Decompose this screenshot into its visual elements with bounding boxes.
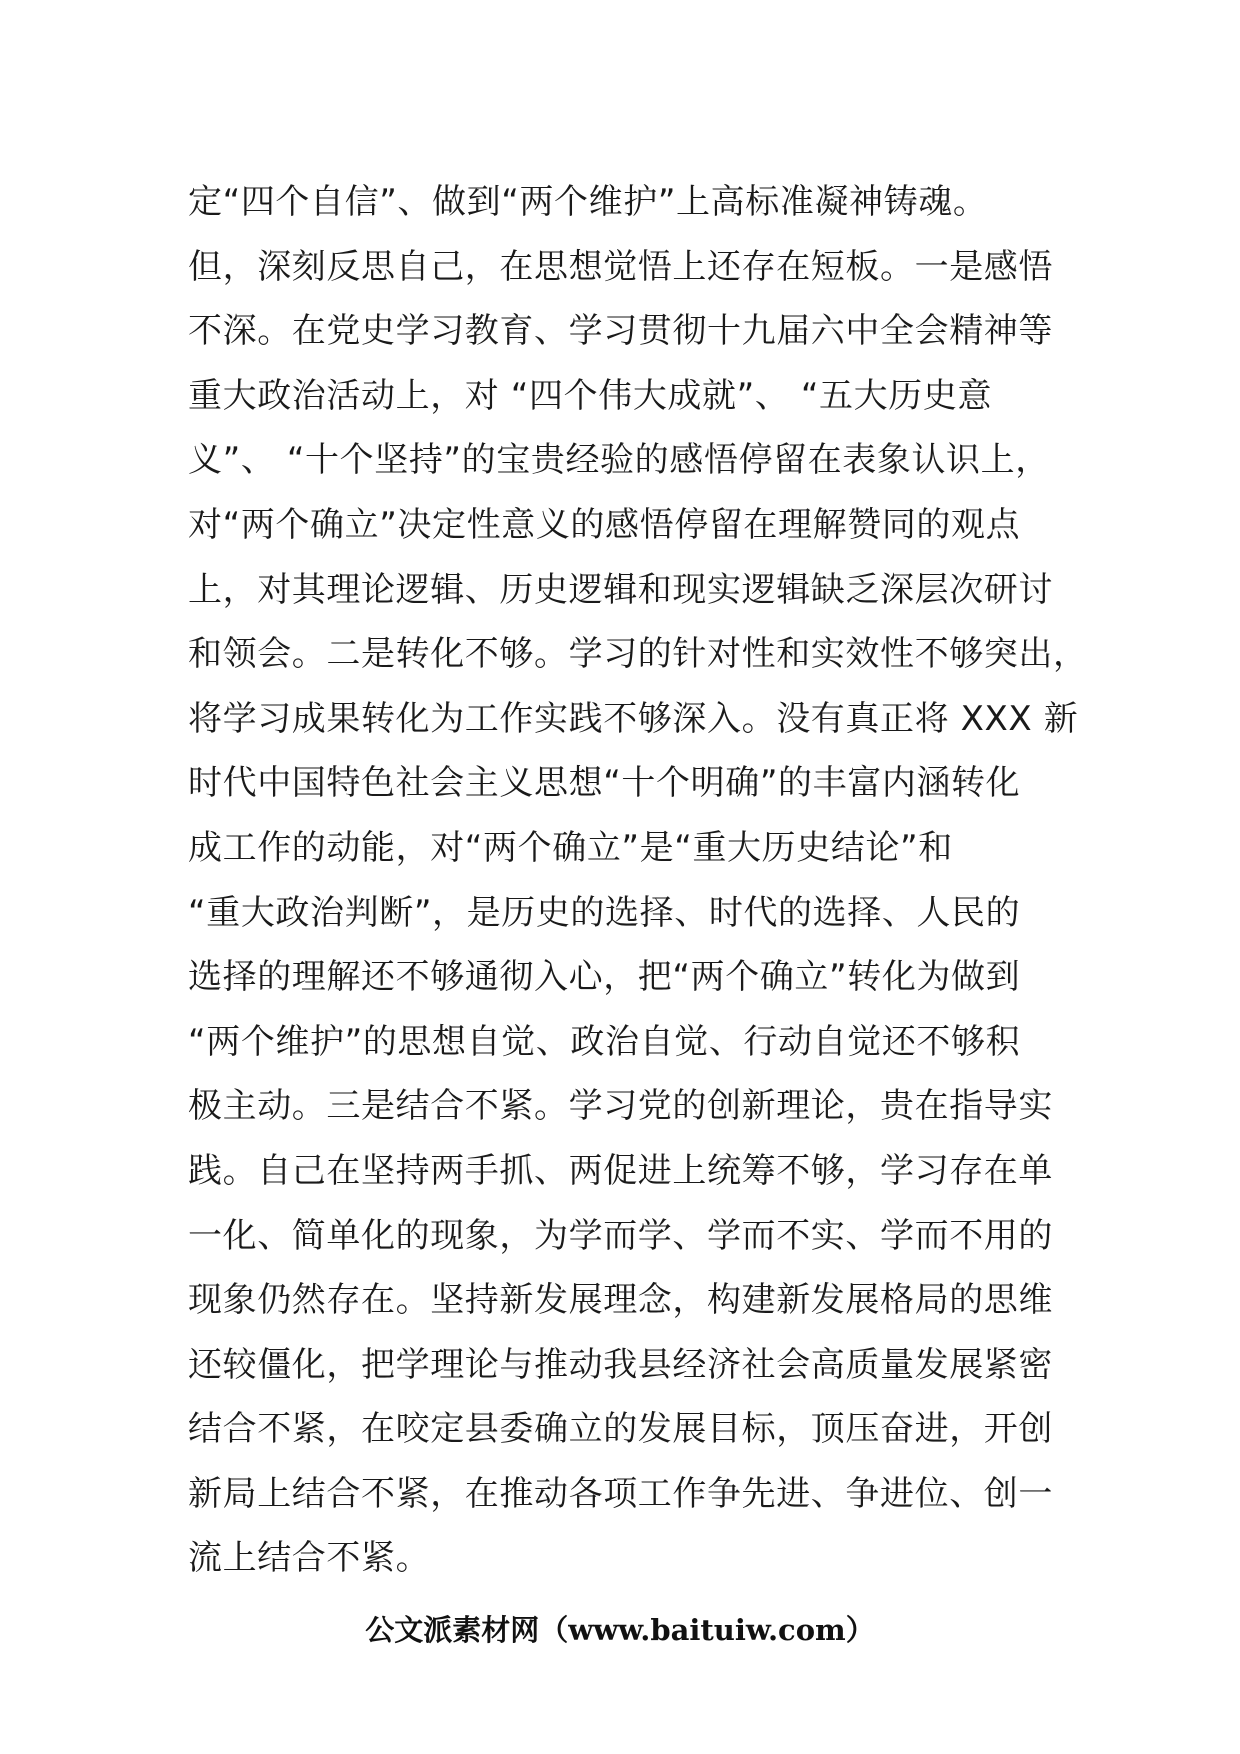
text-line: 新局上结合不紧，在推动各项工作争先进、争进位、创一 <box>188 1473 1053 1514</box>
text-line: 上，对其理论逻辑、历史逻辑和现实逻辑缺乏深层次研讨 <box>188 569 1053 610</box>
text-line: 选择的理解还不够通彻入心，把“两个确立”转化为做到 <box>188 957 1021 998</box>
text-line: 流上结合不紧。 <box>188 1538 431 1579</box>
body-text <box>188 170 1088 1591</box>
text-line: 一化、简单化的现象，为学而学、学而不实、学而不用的 <box>188 1215 1053 1256</box>
text-line: 还较僵化，把学理论与推动我县经济社会高质量发展紧密 <box>188 1344 1053 1385</box>
text-line: 义”、 “十个坚持”的宝贵经验的感悟停留在表象认识上， <box>188 440 1050 481</box>
text-line: 定“四个自信”、做到“两个维护”上高标准凝神铸魂。 <box>188 182 988 222</box>
text-line: 成工作的动能，对“两个确立”是“重大历史结论”和 <box>188 827 953 868</box>
text-line: 现象仍然存在。坚持新发展理念，构建新发展格局的思维 <box>188 1280 1053 1321</box>
text-line: “两个维护”的思想自觉、政治自觉、行动自觉还不够积 <box>188 1021 1021 1062</box>
text-line: 将学习成果转化为工作实践不够深入。没有真正将 XXX 新 <box>188 698 1079 739</box>
text-line: 不深。在党史学习教育、学习贯彻十九届六中全会精神等 <box>188 311 1053 352</box>
text-line: 时代中国特色社会主义思想“十个明确”的丰富内涵转化 <box>188 763 1021 804</box>
text-line: 结合不紧，在咬定县委确立的发展目标，顶压奋进，开创 <box>188 1409 1053 1450</box>
text-line: 但，深刻反思自己，在思想觉悟上还存在短板。一是感悟 <box>188 246 1053 287</box>
footer-watermark: 公文派素材网（www.baituiw.com） <box>365 1613 875 1647</box>
text-line: 重大政治活动上，对 “四个伟大成就”、 “五大历史意 <box>188 375 993 416</box>
text-line: 践。自己在坚持两手抓、两促进上统筹不够，学习存在单 <box>188 1150 1053 1191</box>
text-line: 和领会。二是转化不够。学习的针对性和实效性不够突出， <box>188 634 1088 675</box>
text-line: 极主动。三是结合不紧。学习党的创新理论，贵在指导实 <box>188 1086 1053 1127</box>
text-line: “重大政治判断”，是历史的选择、时代的选择、人民的 <box>188 892 1021 933</box>
text-line: 对“两个确立”决定性意义的感悟停留在理解赞同的观点 <box>188 504 1021 545</box>
